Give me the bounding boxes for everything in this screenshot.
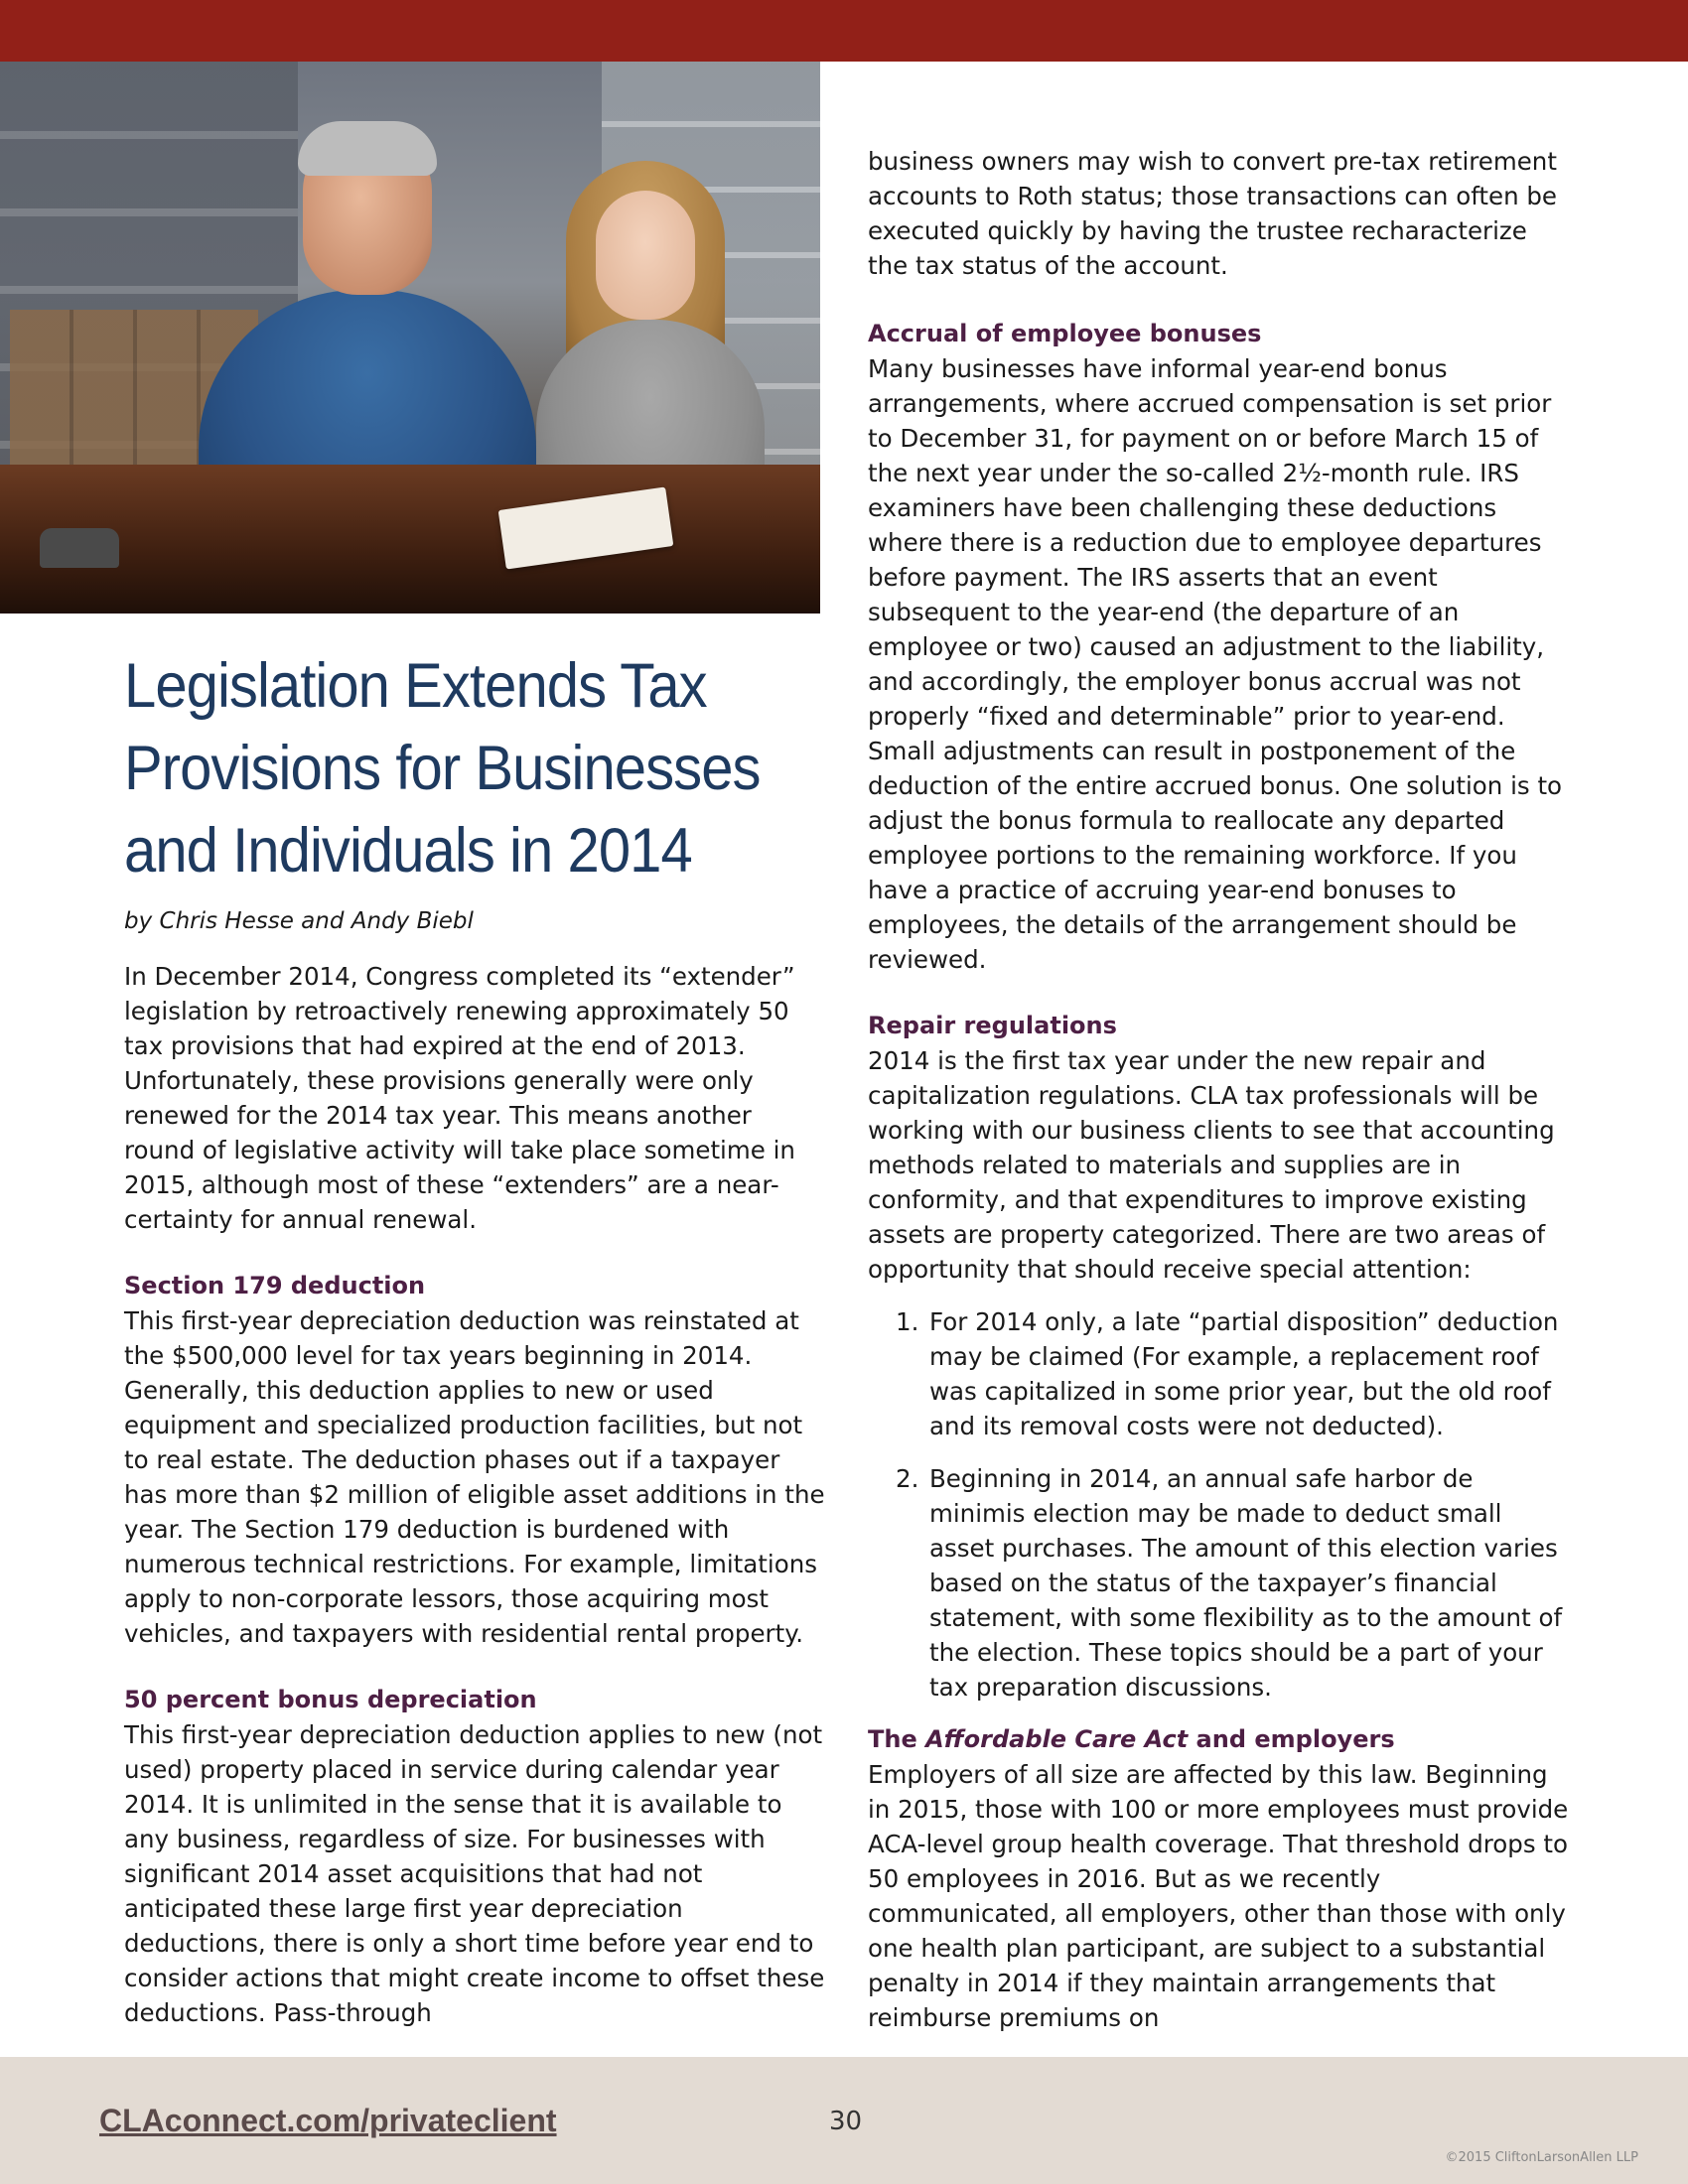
list-item-text: For 2014 only, a late “partial disposition” deduction may be claimed (For example, a replacement roof was capitalized in some prior year, but the old roof and its removal costs were not deducted). xyxy=(929,1307,1559,1440)
aca-heading-post: and employers xyxy=(1188,1725,1395,1753)
article-lead-paragraph: In December 2014, Congress completed its “extender” legislation by retroactively renewing approximately 50 tax provisions that had expired at the end of 2013. Unfortunately, these provisions generally were only renewed for the 2014 tax year. This means another round of legislative activity will take place sometime in 2015, although most of these “extenders” are a near-certainty for annual renewal. xyxy=(124,962,795,1234)
list-item xyxy=(868,1461,1573,1705)
article-byline: by Chris Hesse and Andy Biebl xyxy=(124,908,474,934)
photo-woman-face xyxy=(596,191,695,320)
list-item-number: 1. xyxy=(896,1307,919,1336)
left-column xyxy=(124,645,829,2030)
list-item-number: 2. xyxy=(896,1464,919,1493)
repair-regulations-heading: Repair regulations xyxy=(868,1012,1117,1039)
article-photo xyxy=(0,62,820,614)
list-item-text: Beginning in 2014, an annual safe harbor de minimis election may be made to deduct small asset purchases. The amount of this election varies based on the status of the taxpayer’s financial statement, with some flexibility as to the amount of the election. These topics should be a part of your tax preparation discussions. xyxy=(929,1464,1563,1702)
aca-heading-italic: Affordable Care Act xyxy=(925,1725,1189,1753)
aca-heading-pre: The xyxy=(868,1725,926,1753)
page-number: 30 xyxy=(829,2107,863,2136)
repair-regulations-body: 2014 is the first tax year under the new repair and capitalization regulations. CLA tax professionals will be working with our business clients to see that accounting methods related to materials and supplies are in conformity, and that expenditures to improve existing assets are property categorized. There are two areas of opportunity that should receive special attention: xyxy=(868,1046,1555,1284)
list-item xyxy=(868,1304,1573,1443)
section-179-body: This first-year depreciation deduction was reinstated at the $500,000 level for tax years beginning in 2014. Generally, this deduction applies to new or used equipment and specialized production facilities, but not to real estate. The deduction phases out if a taxpayer has more than $2 million of eligible asset additions in the year. The Section 179 deduction is burdened with numerous technical restrictions. For example, limitations apply to non-corporate lessors, those acquiring most vehicles, and taxpayers with residential rental property. xyxy=(124,1306,825,1648)
bonus-depreciation-body: This first-year depreciation deduction applies to new (not used) property placed in service during calendar year 2014. It is unlimited in the sense that it is available to any business, regardless of size. For businesses with significant 2014 asset acquisitions that had not anticipated these large first year depreciation deductions, there is only a short time before year end to consider actions that might create income to offset these deductions. Pass-through xyxy=(124,1720,825,2027)
continuation-paragraph: business owners may wish to convert pre-tax retirement accounts to Roth status; those transactions can often be executed quickly by having the trustee recharacterize the tax status of the account. xyxy=(868,147,1558,280)
article-title xyxy=(124,645,837,892)
website-link[interactable]: CLAconnect.com/privateclient xyxy=(99,2103,557,2138)
right-column xyxy=(868,144,1573,2035)
repair-regulations-list xyxy=(868,1304,1573,1705)
top-banner-bar xyxy=(0,0,1688,62)
accrual-bonuses-heading: Accrual of employee bonuses xyxy=(868,320,1262,347)
aca-heading xyxy=(868,1722,1573,1757)
section-179-heading: Section 179 deduction xyxy=(124,1272,426,1299)
bonus-depreciation-heading: 50 percent bonus depreciation xyxy=(124,1686,537,1713)
photo-man-hair xyxy=(298,121,437,176)
copyright-notice: ©2015 CliftonLarsonAllen LLP xyxy=(1445,2150,1638,2165)
photo-counter xyxy=(0,465,820,614)
photo-stapler xyxy=(40,528,119,568)
accrual-bonuses-body: Many businesses have informal year-end bonus arrangements, where accrued compensation is set prior to December 31, for payment on or before March 15 of the next year under the so-called 2½-month rule. IRS examiners have been challenging these deductions where there is a reduction due to employee departures before payment. The IRS asserts that an event subsequent to the year-end (the departure of an employee or two) caused an adjustment to the liability, and accordingly, the employer bonus accrual was not properly “fixed and determinable” prior to year-end. Small adjustments can result in postponement of the deduction of the entire accrued bonus. One solution is to adjust the bonus formula to reallocate any departed employee portions to the remaining workforce. If you have a practice of accruing year-end bonuses to employees, the details of the arrangement should be reviewed. xyxy=(868,354,1563,974)
title-line-2: Provisions for Businesses xyxy=(124,734,761,803)
title-line-3: and Individuals in 2014 xyxy=(124,816,692,886)
title-line-1: Legislation Extends Tax xyxy=(124,651,707,721)
aca-body: Employers of all size are affected by this law. Beginning in 2015, those with 100 or more employees must provide ACA-level group health coverage. That threshold drops to 50 employees in 2016. But as we recently communicated, all employers, other than those with only one health plan participant, are subject to a substantial penalty in 2014 if they maintain arrangements that reimburse premiums on xyxy=(868,1760,1569,2032)
